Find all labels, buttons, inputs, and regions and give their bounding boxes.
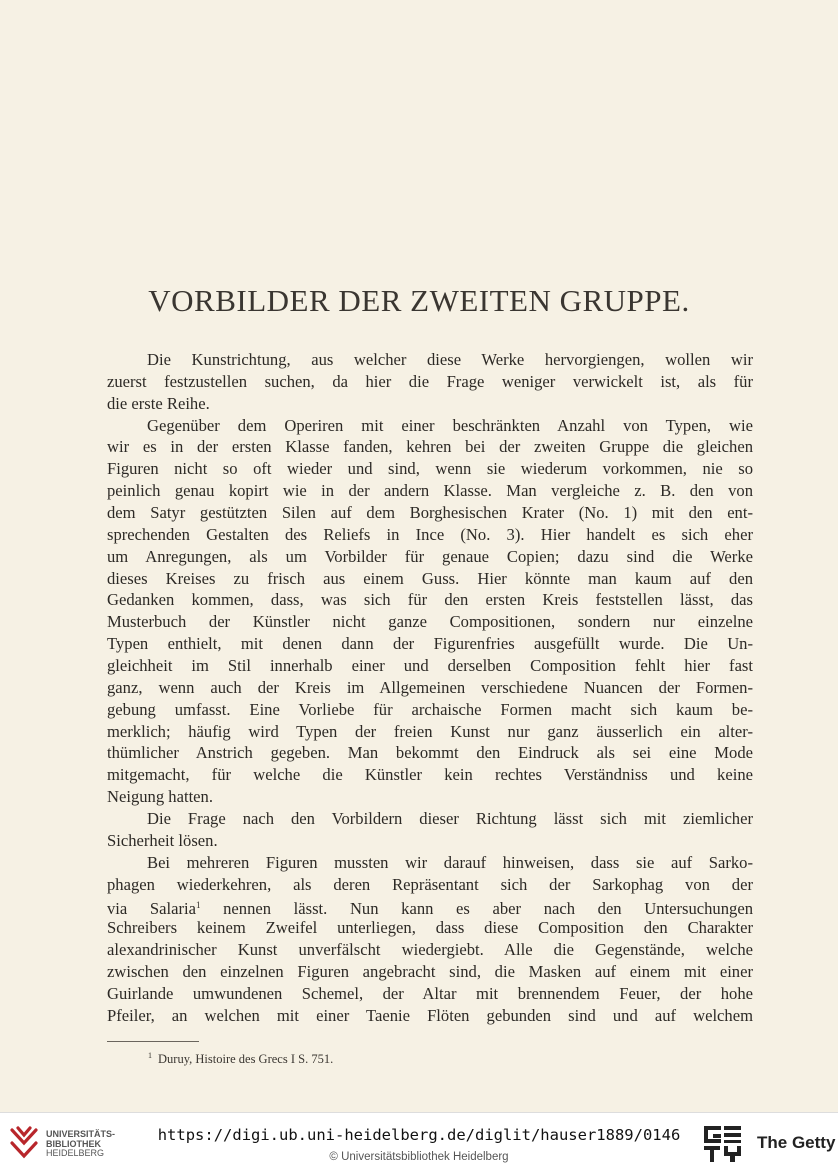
text-line-content: dieses Kreises zu frisch aus einem Guss. Hier könnte man kaum auf den: [107, 568, 753, 588]
partner-name: The Getty: [757, 1133, 836, 1152]
text-line: [107, 436, 753, 458]
text-line: [107, 415, 753, 437]
text-line: [107, 917, 753, 939]
text-line-continuation: nennen lässt. Nun kann es aber nach den Untersuchungen: [200, 899, 753, 919]
text-line-content: Gedanken kommen, dass, was sich für den ersten Kreis feststellen lässt, das: [107, 590, 753, 610]
text-line: [107, 721, 753, 743]
text-line: [107, 808, 753, 830]
text-line: [107, 458, 753, 480]
text-line-content: phagen wiederkehren, als deren Repräsentant sich der Sarkophag von der: [107, 874, 753, 894]
permalink-url[interactable]: https://digi.ub.uni-heidelberg.de/diglit/hauser1889/0146: [157, 1126, 681, 1144]
text-line: [107, 568, 753, 590]
footnote-text: Duruy, Histoire des Grecs I S. 751.: [158, 1052, 334, 1066]
text-line-content: die erste Reihe.: [107, 393, 210, 413]
text-line: [107, 349, 753, 371]
text-line: [107, 589, 753, 611]
text-line: [107, 874, 753, 896]
text-line: [107, 524, 753, 546]
text-line: [107, 983, 753, 1005]
text-line-content: mitgemacht, für welche die Künstler kein rechtes Verständniss und keine: [107, 765, 753, 785]
text-line-content: merklich; häufig wird Typen der freien Kunst nur ganz äusserlich ein alter-: [107, 721, 753, 741]
text-line-content: Typen enthielt, mit denen dann der Figurenfries ausgefüllt wurde. Die Un-: [107, 634, 753, 654]
text-line: [107, 961, 753, 983]
text-line-content: via Salaria: [107, 899, 196, 919]
text-line: [107, 502, 753, 524]
text-line-content: thümlicher Anstrich gegeben. Man bekommt den Eindruck als sei eine Mode: [107, 743, 753, 763]
page-title: VORBILDER DER ZWEITEN GRUPPE.: [148, 283, 690, 318]
text-line-content: sprechenden Gestalten des Reliefs in Ince (No. 3). Hier handelt es sich eher: [107, 524, 753, 544]
text-line: [107, 852, 753, 874]
footnote-mark: 1: [148, 1051, 152, 1060]
text-line-content: Neigung hatten.: [107, 787, 213, 807]
text-line: [107, 633, 753, 655]
text-line-content: dem Satyr gestützten Silen auf dem Borghesischen Krater (No. 1) mit den ent-: [107, 503, 753, 523]
text-line-content: zuerst festzustellen suchen, da hier die Frage weniger verwickelt ist, als für: [107, 371, 753, 391]
text-line-content: wir es in der ersten Klasse fanden, kehren bei der zweiten Gruppe die gleichen: [107, 437, 753, 457]
text-line-content: gleichheit im Stil innerhalb einer und derselben Composition fehlt hier fast: [107, 656, 753, 676]
library-name-line-1: UNIVERSITÄTS-: [46, 1129, 116, 1139]
text-line-content: um Anregungen, als um Vorbilder für genaue Copien; dazu sind die Werke: [107, 546, 753, 566]
text-line-content: Sicherheit lösen.: [107, 830, 218, 850]
text-line: [107, 895, 753, 917]
text-line: [107, 764, 753, 786]
text-line: [107, 1005, 753, 1027]
text-line: [107, 699, 753, 721]
text-line: [107, 611, 753, 633]
text-line: [107, 480, 753, 502]
footnote-divider: [107, 1041, 199, 1042]
text-line: [107, 786, 753, 808]
library-name-line-2: BIBLIOTHEK: [46, 1138, 101, 1149]
text-line-content: alexandrinischer Kunst unverfälscht wiedergiebt. Alle die Gegenstände, welche: [107, 940, 753, 960]
viewer-footer: [0, 1112, 838, 1173]
text-line: [107, 742, 753, 764]
text-line: [107, 830, 753, 852]
text-line-content: Guirlande umwundenen Schemel, der Altar mit brennendem Feuer, der hohe: [107, 983, 753, 1003]
text-line-content: Pfeiler, an welchen mit einer Taenie Flöten gebunden sind und auf welchem: [107, 1005, 753, 1025]
text-line: [107, 393, 753, 415]
library-name-line-3: HEIDELBERG: [46, 1148, 105, 1158]
body-text: [107, 349, 753, 1027]
text-line-content: Bei mehreren Figuren mussten wir darauf hinweisen, dass sie auf Sarko-: [147, 852, 753, 872]
text-line: [107, 677, 753, 699]
text-line-content: zwischen den einzelnen Figuren angebracht sind, die Masken auf einem mit einer: [107, 962, 753, 982]
footnote: [148, 1051, 333, 1067]
text-line-content: Schreibers keinem Zweifel unterliegen, dass diese Composition den Charakter: [107, 918, 753, 938]
text-line-content: ganz, wenn auch der Kreis im Allgemeinen verschiedene Nuancen der Formen-: [107, 677, 753, 697]
text-line-content: Gegenüber dem Operiren mit einer beschränkten Anzahl von Typen, wie: [147, 415, 753, 435]
copyright-notice: © Universitätsbibliothek Heidelberg: [329, 1151, 509, 1163]
text-line-content: gebung umfasst. Eine Vorliebe für archaische Formen macht sich kaum be-: [107, 699, 753, 719]
text-line-content: Die Frage nach den Vorbildern dieser Richtung lässt sich mit ziemlicher: [147, 809, 753, 829]
text-line: [107, 546, 753, 568]
text-line: [107, 655, 753, 677]
text-line: [107, 939, 753, 961]
text-line-content: Figuren nicht so oft wieder und sind, wenn sie wiederum vorkommen, nie so: [107, 459, 753, 479]
text-line: [107, 371, 753, 393]
getty-logo-icon[interactable]: [703, 1124, 743, 1164]
footnote-reference[interactable]: 1: [195, 900, 201, 911]
text-line-content: peinlich genau kopirt wie in der andern Klasse. Man vergleiche z. B. den von: [107, 481, 753, 501]
text-line-content: Die Kunstrichtung, aus welcher diese Werke hervorgiengen, wollen wir: [147, 350, 753, 369]
text-line-content: Musterbuch der Künstler nicht ganze Compositionen, sondern nur einzelne: [107, 612, 753, 632]
